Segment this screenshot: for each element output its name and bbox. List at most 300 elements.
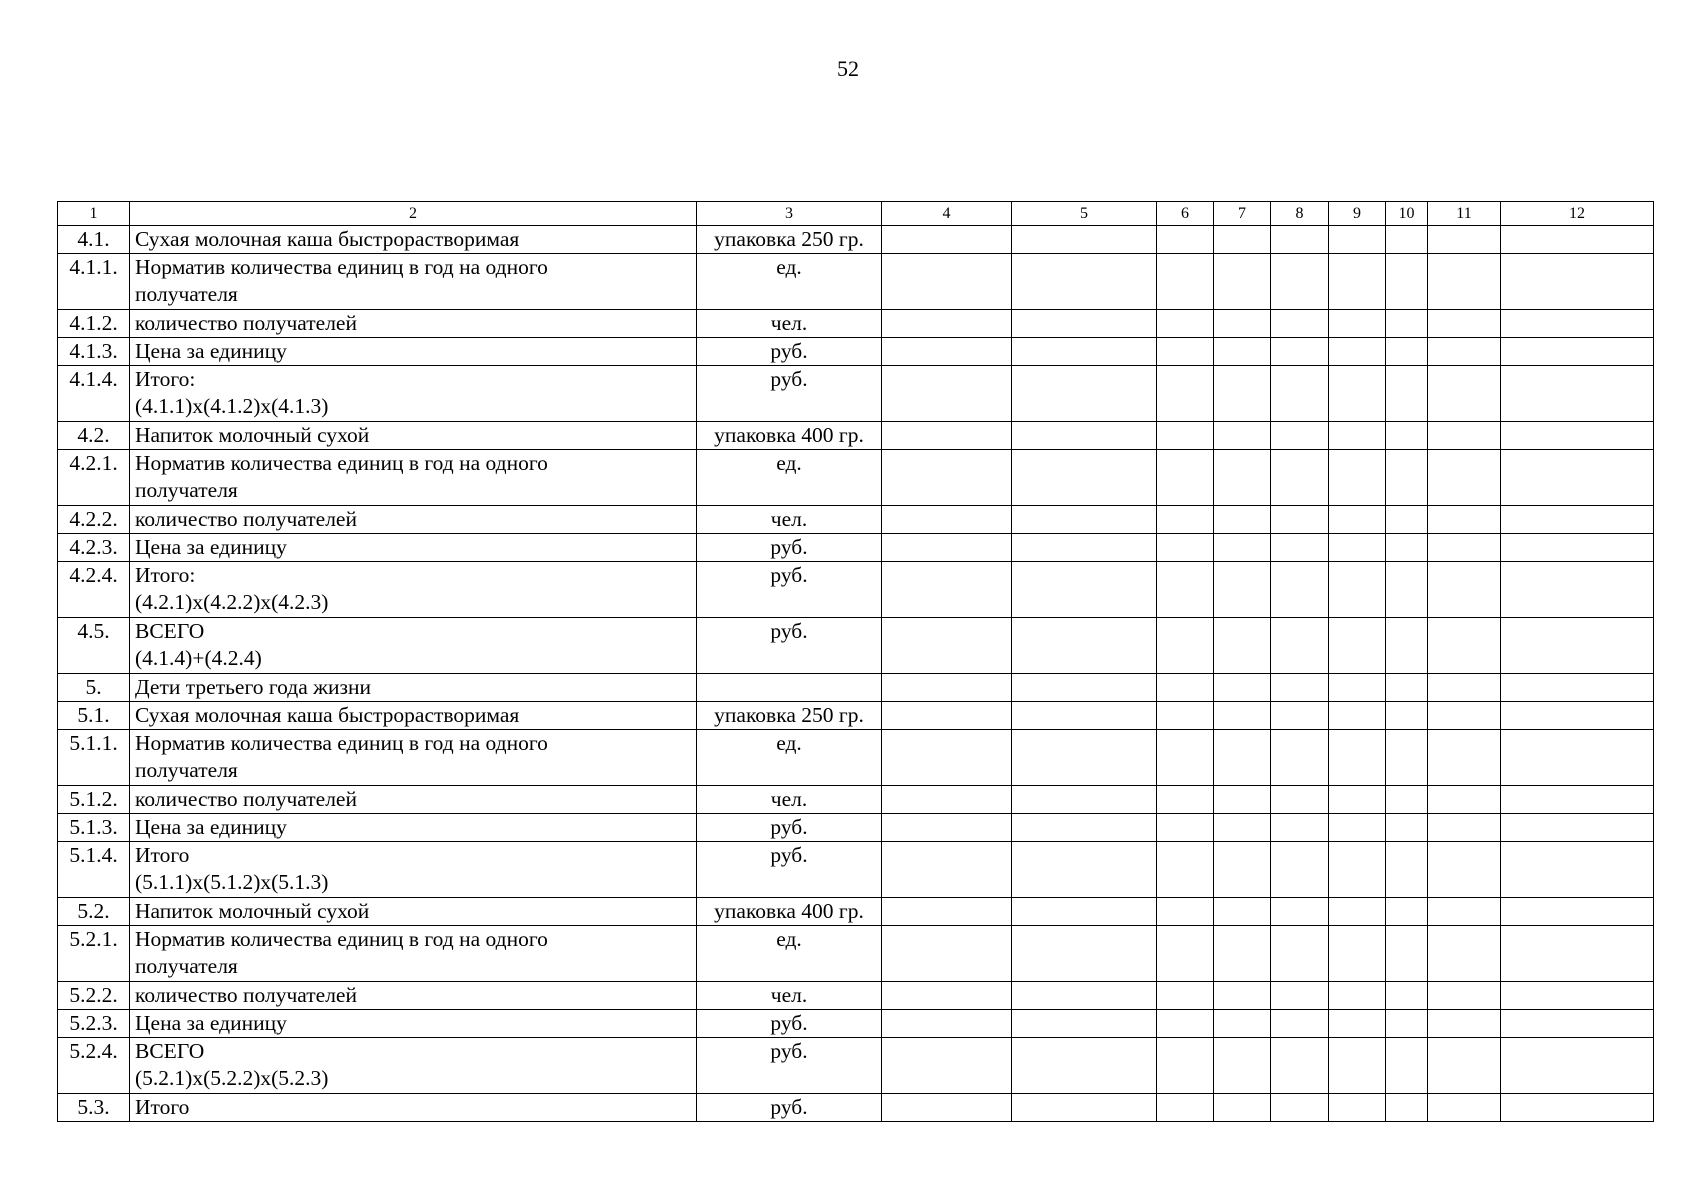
empty-cell-col-5 [1012,926,1157,982]
empty-cell-col-8 [1271,450,1329,506]
row-unit-cell: ед. [697,730,882,786]
empty-cell-col-7 [1214,366,1271,422]
empty-cell-col-12 [1501,338,1654,366]
row-name-cell [130,338,697,366]
empty-cell-col-11 [1428,506,1501,534]
row-name-cell [130,1010,697,1038]
empty-cell-col-5 [1012,534,1157,562]
row-number-cell: 5. [58,674,130,702]
column-header-6: 6 [1157,202,1214,226]
empty-cell-col-11 [1428,450,1501,506]
empty-cell-col-12 [1501,842,1654,898]
row-unit-cell: чел. [697,310,882,338]
empty-cell-col-9 [1329,450,1386,506]
empty-cell-col-7 [1214,1094,1271,1122]
row-number-cell: 5.1.3. [58,814,130,842]
empty-cell-col-4 [882,534,1012,562]
column-header-7: 7 [1214,202,1271,226]
empty-cell-col-11 [1428,730,1501,786]
empty-cell-col-12 [1501,254,1654,310]
row-name-cell [130,562,697,618]
row-name-line: Норматив количества единиц в год на одного [135,451,548,475]
empty-cell-col-11 [1428,534,1501,562]
empty-cell-col-5 [1012,814,1157,842]
empty-cell-col-5 [1012,450,1157,506]
empty-cell-col-6 [1157,450,1214,506]
row-unit-cell: руб. [697,618,882,674]
empty-cell-col-8 [1271,898,1329,926]
row-number-cell: 4.1.3. [58,338,130,366]
row-name-line: получателя [135,758,238,782]
row-name-line: Сухая молочная каша быстрорастворимая [135,703,520,727]
row-unit-cell: руб. [697,1094,882,1122]
empty-cell-col-5 [1012,982,1157,1010]
empty-cell-col-8 [1271,366,1329,422]
row-name-line: ВСЕГО [135,1039,205,1063]
empty-cell-col-6 [1157,254,1214,310]
empty-cell-col-4 [882,506,1012,534]
empty-cell-col-4 [882,982,1012,1010]
row-unit-cell: упаковка 400 гр. [697,422,882,450]
row-unit-cell: упаковка 250 гр. [697,226,882,254]
empty-cell-col-5 [1012,562,1157,618]
empty-cell-col-7 [1214,898,1271,926]
row-name-cell [130,366,697,422]
empty-cell-col-12 [1501,422,1654,450]
empty-cell-col-11 [1428,926,1501,982]
column-header-10: 10 [1386,202,1428,226]
row-unit-cell: упаковка 250 гр. [697,702,882,730]
empty-cell-col-12 [1501,226,1654,254]
row-name-cell [130,898,697,926]
empty-cell-col-9 [1329,618,1386,674]
empty-cell-col-8 [1271,254,1329,310]
row-name-cell [130,674,697,702]
empty-cell-col-9 [1329,842,1386,898]
empty-cell-col-10 [1386,506,1428,534]
row-name-line: ВСЕГО [135,619,205,643]
empty-cell-col-8 [1271,814,1329,842]
row-number-cell: 4.2. [58,422,130,450]
row-name-line: Норматив количества единиц в год на одного [135,731,548,755]
column-header-2: 2 [130,202,697,226]
page-number: 52 [837,56,859,81]
empty-cell-col-11 [1428,338,1501,366]
empty-cell-col-4 [882,702,1012,730]
empty-cell-col-5 [1012,310,1157,338]
row-name-line: Цена за единицу [135,1011,287,1035]
empty-cell-col-8 [1271,1094,1329,1122]
empty-cell-col-10 [1386,450,1428,506]
empty-cell-col-4 [882,450,1012,506]
table-row [58,422,1654,450]
empty-cell-col-5 [1012,674,1157,702]
empty-cell-col-11 [1428,562,1501,618]
table-row [58,702,1654,730]
empty-cell-col-11 [1428,898,1501,926]
row-number-cell: 5.2.4. [58,1038,130,1094]
table-row [58,1038,1654,1094]
empty-cell-col-5 [1012,1010,1157,1038]
empty-cell-col-10 [1386,982,1428,1010]
row-number-cell: 5.1.1. [58,730,130,786]
empty-cell-col-6 [1157,618,1214,674]
empty-cell-col-12 [1501,898,1654,926]
empty-cell-col-9 [1329,338,1386,366]
row-number-cell: 4.1. [58,226,130,254]
row-number-cell: 4.1.4. [58,366,130,422]
row-name-cell [130,982,697,1010]
empty-cell-col-9 [1329,1038,1386,1094]
row-name-cell [130,842,697,898]
table-row [58,254,1654,310]
empty-cell-col-6 [1157,842,1214,898]
row-unit-cell: руб. [697,842,882,898]
empty-cell-col-8 [1271,534,1329,562]
empty-cell-col-5 [1012,1094,1157,1122]
empty-cell-col-10 [1386,1094,1428,1122]
empty-cell-col-5 [1012,366,1157,422]
table-row [58,674,1654,702]
table-row [58,814,1654,842]
table-row [58,226,1654,254]
empty-cell-col-11 [1428,702,1501,730]
empty-cell-col-12 [1501,1038,1654,1094]
empty-cell-col-5 [1012,338,1157,366]
empty-cell-col-11 [1428,618,1501,674]
table-row [58,562,1654,618]
empty-cell-col-6 [1157,702,1214,730]
row-number-cell: 5.1. [58,702,130,730]
empty-cell-col-6 [1157,982,1214,1010]
row-unit-cell: чел. [697,506,882,534]
empty-cell-col-12 [1501,814,1654,842]
empty-cell-col-4 [882,618,1012,674]
empty-cell-col-4 [882,786,1012,814]
empty-cell-col-6 [1157,366,1214,422]
empty-cell-col-5 [1012,786,1157,814]
row-number-cell: 4.2.3. [58,534,130,562]
empty-cell-col-6 [1157,562,1214,618]
empty-cell-col-4 [882,1010,1012,1038]
empty-cell-col-7 [1214,534,1271,562]
empty-cell-col-11 [1428,310,1501,338]
empty-cell-col-7 [1214,338,1271,366]
column-header-1: 1 [58,202,130,226]
column-header-4: 4 [882,202,1012,226]
row-name-cell [130,534,697,562]
column-header-5: 5 [1012,202,1157,226]
row-name-line: получателя [135,282,238,306]
row-unit-cell [697,674,882,702]
row-name-cell [130,730,697,786]
row-unit-cell: руб. [697,534,882,562]
empty-cell-col-9 [1329,1094,1386,1122]
empty-cell-col-8 [1271,730,1329,786]
row-name-line: Цена за единицу [135,815,287,839]
empty-cell-col-6 [1157,898,1214,926]
empty-cell-col-12 [1501,562,1654,618]
row-name-cell [130,702,697,730]
row-name-cell [130,786,697,814]
row-number-cell: 4.2.4. [58,562,130,618]
row-number-cell: 4.1.1. [58,254,130,310]
empty-cell-col-5 [1012,702,1157,730]
empty-cell-col-10 [1386,310,1428,338]
row-name-line: Норматив количества единиц в год на одного [135,255,548,279]
row-name-cell [130,926,697,982]
table-row [58,366,1654,422]
empty-cell-col-7 [1214,926,1271,982]
empty-cell-col-6 [1157,338,1214,366]
table-row [58,534,1654,562]
row-number-cell: 4.1.2. [58,310,130,338]
column-header-12: 12 [1501,202,1654,226]
row-number-cell: 5.1.2. [58,786,130,814]
empty-cell-col-7 [1214,254,1271,310]
empty-cell-col-6 [1157,506,1214,534]
empty-cell-col-10 [1386,254,1428,310]
empty-cell-col-6 [1157,786,1214,814]
table-row [58,1010,1654,1038]
empty-cell-col-10 [1386,1038,1428,1094]
empty-cell-col-12 [1501,702,1654,730]
empty-cell-col-12 [1501,506,1654,534]
empty-cell-col-6 [1157,310,1214,338]
table-row [58,982,1654,1010]
empty-cell-col-12 [1501,1010,1654,1038]
empty-cell-col-11 [1428,842,1501,898]
row-name-line: количество получателей [135,983,357,1007]
empty-cell-col-9 [1329,226,1386,254]
row-number-cell: 4.2.1. [58,450,130,506]
empty-cell-col-7 [1214,842,1271,898]
empty-cell-col-9 [1329,366,1386,422]
row-name-line: получателя [135,954,238,978]
empty-cell-col-7 [1214,1038,1271,1094]
row-name-line: Итого: [135,563,196,587]
empty-cell-col-9 [1329,534,1386,562]
empty-cell-col-11 [1428,366,1501,422]
table-row [58,786,1654,814]
table-row [58,450,1654,506]
empty-cell-col-8 [1271,422,1329,450]
row-number-cell: 5.2. [58,898,130,926]
row-name-line: Напиток молочный сухой [135,423,370,447]
empty-cell-col-7 [1214,786,1271,814]
empty-cell-col-9 [1329,1010,1386,1038]
empty-cell-col-10 [1386,898,1428,926]
empty-cell-col-12 [1501,926,1654,982]
row-unit-cell: чел. [697,786,882,814]
column-header-3: 3 [697,202,882,226]
column-header-9: 9 [1329,202,1386,226]
empty-cell-col-7 [1214,1010,1271,1038]
empty-cell-col-8 [1271,310,1329,338]
row-unit-cell: руб. [697,1010,882,1038]
empty-cell-col-12 [1501,618,1654,674]
table-row [58,310,1654,338]
column-header-8: 8 [1271,202,1329,226]
empty-cell-col-10 [1386,534,1428,562]
table-row [58,730,1654,786]
empty-cell-col-9 [1329,898,1386,926]
row-name-cell [130,254,697,310]
empty-cell-col-6 [1157,1038,1214,1094]
empty-cell-col-11 [1428,814,1501,842]
empty-cell-col-9 [1329,982,1386,1010]
empty-cell-col-8 [1271,562,1329,618]
empty-cell-col-4 [882,730,1012,786]
row-unit-cell: руб. [697,1038,882,1094]
empty-cell-col-10 [1386,562,1428,618]
empty-cell-col-4 [882,674,1012,702]
row-name-cell [130,226,697,254]
row-unit-cell: упаковка 400 гр. [697,898,882,926]
row-number-cell: 5.2.1. [58,926,130,982]
empty-cell-col-9 [1329,786,1386,814]
row-name-line: Дети третьего года жизни [135,675,371,699]
row-name-line: (4.1.1)x(4.1.2)x(4.1.3) [135,394,329,418]
table-row [58,842,1654,898]
row-unit-cell: руб. [697,814,882,842]
empty-cell-col-11 [1428,422,1501,450]
row-name-line: получателя [135,478,238,502]
empty-cell-col-4 [882,338,1012,366]
empty-cell-col-10 [1386,674,1428,702]
row-unit-cell: ед. [697,450,882,506]
empty-cell-col-6 [1157,422,1214,450]
empty-cell-col-8 [1271,842,1329,898]
empty-cell-col-10 [1386,422,1428,450]
row-name-line: (4.1.4)+(4.2.4) [135,646,262,670]
empty-cell-col-5 [1012,730,1157,786]
row-name-line: (5.2.1)x(5.2.2)x(5.2.3) [135,1066,329,1090]
empty-cell-col-10 [1386,730,1428,786]
empty-cell-col-6 [1157,226,1214,254]
row-name-cell [130,450,697,506]
empty-cell-col-8 [1271,786,1329,814]
empty-cell-col-7 [1214,506,1271,534]
empty-cell-col-9 [1329,730,1386,786]
empty-cell-col-8 [1271,506,1329,534]
empty-cell-col-11 [1428,786,1501,814]
header-row [58,202,1654,226]
row-name-line: Итого [135,1095,190,1119]
empty-cell-col-7 [1214,674,1271,702]
empty-cell-col-7 [1214,310,1271,338]
empty-cell-col-7 [1214,618,1271,674]
empty-cell-col-4 [882,422,1012,450]
empty-cell-col-9 [1329,254,1386,310]
table-row [58,1094,1654,1122]
row-unit-cell: руб. [697,366,882,422]
row-number-cell: 4.5. [58,618,130,674]
row-number-cell: 5.2.2. [58,982,130,1010]
empty-cell-col-11 [1428,254,1501,310]
empty-cell-col-7 [1214,422,1271,450]
empty-cell-col-5 [1012,254,1157,310]
empty-cell-col-4 [882,254,1012,310]
empty-cell-col-5 [1012,422,1157,450]
empty-cell-col-9 [1329,422,1386,450]
empty-cell-col-4 [882,842,1012,898]
budget-table [57,201,1654,1122]
empty-cell-col-6 [1157,1010,1214,1038]
empty-cell-col-10 [1386,814,1428,842]
empty-cell-col-5 [1012,226,1157,254]
row-name-line: количество получателей [135,311,357,335]
empty-cell-col-4 [882,366,1012,422]
empty-cell-col-12 [1501,534,1654,562]
empty-cell-col-9 [1329,674,1386,702]
row-name-line: количество получателей [135,507,357,531]
row-name-line: (4.2.1)x(4.2.2)x(4.2.3) [135,590,329,614]
empty-cell-col-4 [882,310,1012,338]
empty-cell-col-8 [1271,226,1329,254]
empty-cell-col-7 [1214,226,1271,254]
row-number-cell: 5.2.3. [58,1010,130,1038]
empty-cell-col-6 [1157,1094,1214,1122]
empty-cell-col-11 [1428,226,1501,254]
row-name-line: Цена за единицу [135,535,287,559]
row-unit-cell: ед. [697,926,882,982]
empty-cell-col-5 [1012,618,1157,674]
empty-cell-col-12 [1501,450,1654,506]
empty-cell-col-11 [1428,982,1501,1010]
row-name-line: (5.1.1)x(5.1.2)x(5.1.3) [135,870,329,894]
empty-cell-col-10 [1386,618,1428,674]
empty-cell-col-4 [882,1094,1012,1122]
empty-cell-col-12 [1501,366,1654,422]
empty-cell-col-8 [1271,338,1329,366]
empty-cell-col-12 [1501,1094,1654,1122]
empty-cell-col-12 [1501,786,1654,814]
empty-cell-col-6 [1157,814,1214,842]
empty-cell-col-6 [1157,926,1214,982]
empty-cell-col-8 [1271,1010,1329,1038]
empty-cell-col-8 [1271,674,1329,702]
row-name-cell [130,1094,697,1122]
empty-cell-col-11 [1428,1010,1501,1038]
empty-cell-col-6 [1157,730,1214,786]
table-body [58,202,1654,1122]
empty-cell-col-4 [882,926,1012,982]
table-row [58,898,1654,926]
empty-cell-col-12 [1501,310,1654,338]
row-number-cell: 4.2.2. [58,506,130,534]
empty-cell-col-12 [1501,730,1654,786]
empty-cell-col-12 [1501,674,1654,702]
empty-cell-col-9 [1329,702,1386,730]
row-number-cell: 5.3. [58,1094,130,1122]
empty-cell-col-11 [1428,1038,1501,1094]
empty-cell-col-10 [1386,366,1428,422]
empty-cell-col-10 [1386,702,1428,730]
row-name-cell [130,310,697,338]
column-header-11: 11 [1428,202,1501,226]
row-unit-cell: руб. [697,338,882,366]
row-unit-cell: ед. [697,254,882,310]
row-name-line: Итого: [135,367,196,391]
empty-cell-col-4 [882,226,1012,254]
row-unit-cell: чел. [697,982,882,1010]
empty-cell-col-8 [1271,926,1329,982]
empty-cell-col-5 [1012,842,1157,898]
row-name-line: Норматив количества единиц в год на одного [135,927,548,951]
empty-cell-col-10 [1386,842,1428,898]
empty-cell-col-9 [1329,310,1386,338]
